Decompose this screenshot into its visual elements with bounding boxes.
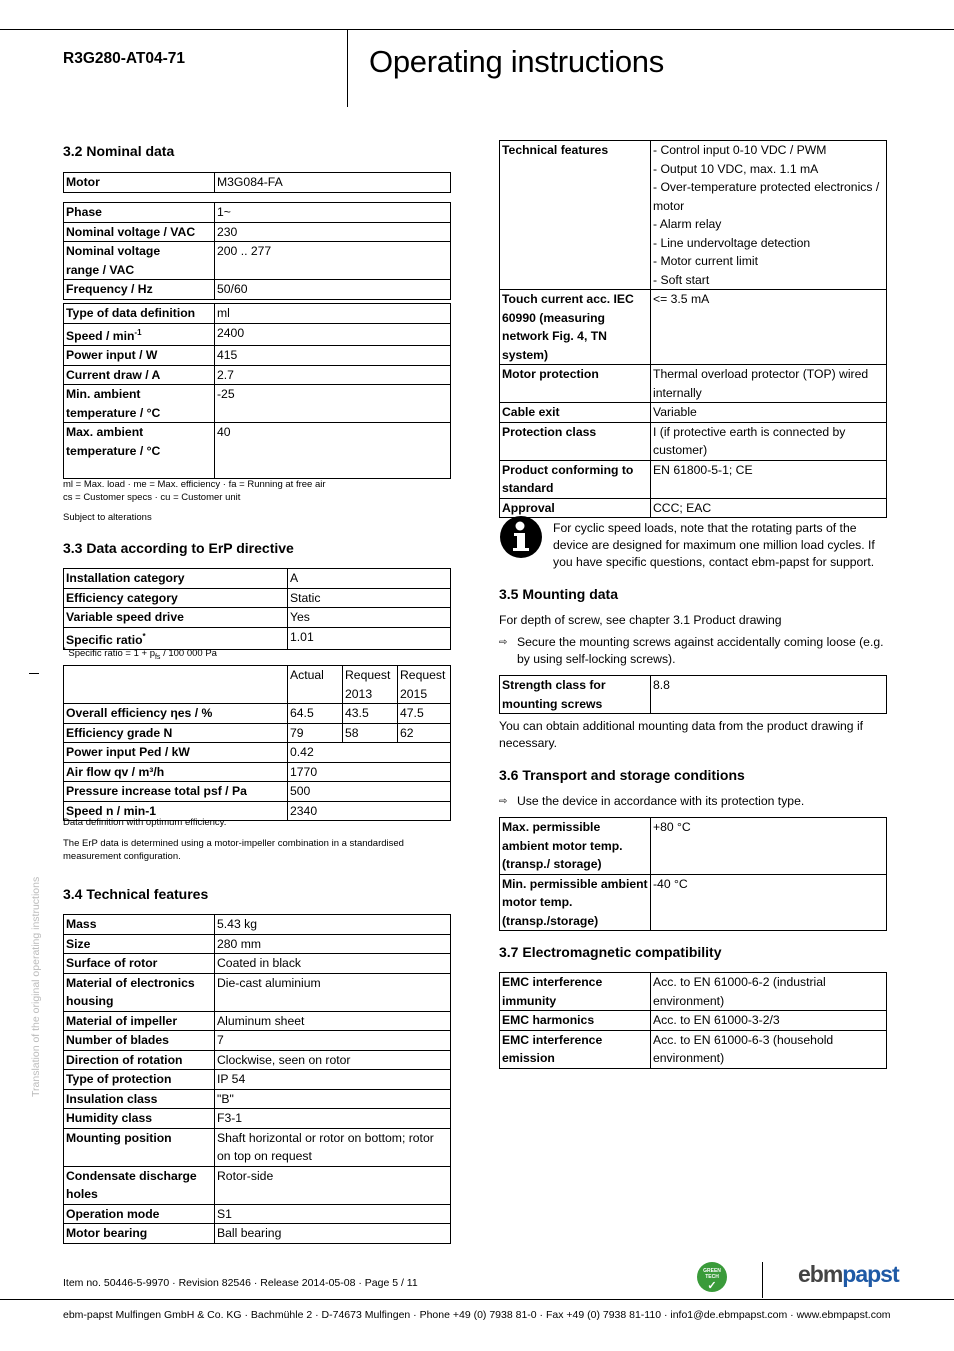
row-label-text: Speed / min — [66, 328, 135, 343]
bullet-text: Use the device in accordance with its protection type. — [517, 794, 805, 808]
item-info: Item no. 50446-5-9970 · Revision 82546 · Release 2014-05-08 · Page 5 / 11 — [63, 1277, 418, 1289]
mounting-intro: For depth of screw, see chapter 3.1 Product drawing — [499, 613, 782, 627]
table-row — [64, 1204, 451, 1224]
row-label: Size — [64, 934, 215, 954]
erp-note-2: The ErP data is determined using a motor-impeller combination in a standardised measurement configuration. — [63, 838, 404, 862]
badge-text: GREEN TECH — [703, 1268, 721, 1280]
row-value: 1~ — [215, 203, 451, 223]
row-label: Efficiency category — [64, 588, 288, 608]
row-label: Power input / W — [64, 346, 215, 366]
cell: 500 — [288, 782, 451, 802]
row-value: Aluminum sheet — [215, 1011, 451, 1031]
row-label: Efficiency grade N — [64, 723, 288, 743]
row-label: Touch current acc. IEC 60990 (measuring network Fig. 4, TN system) — [500, 290, 651, 365]
table-row — [64, 323, 451, 346]
row-label: Operation mode — [64, 1204, 215, 1224]
row-value: Acc. to EN 61000-3-2/3 — [651, 1011, 887, 1031]
table-row — [64, 385, 451, 423]
table-row — [64, 346, 451, 366]
row-label: Current draw / A — [64, 365, 215, 385]
table-row — [500, 290, 887, 365]
row-value: "B" — [215, 1089, 451, 1109]
footer-divider — [762, 1262, 763, 1298]
row-label: Nominal voltage range / VAC — [64, 242, 215, 280]
row-label: Frequency / Hz — [64, 280, 215, 300]
row-value: A — [288, 569, 451, 589]
table-row — [64, 915, 451, 935]
row-label: Mass — [64, 915, 215, 935]
table-row — [500, 818, 887, 875]
column-header: Request 2015 — [398, 666, 451, 704]
row-value: CCC; EAC — [651, 498, 887, 518]
row-label: Product conforming to standard — [500, 460, 651, 498]
row-value: Die-cast aluminium — [215, 973, 451, 1011]
mounting-outro: You can obtain additional mounting data from the product drawing if necessary. — [499, 719, 864, 750]
table-row — [64, 1011, 451, 1031]
row-label: Speed n / min-1 — [64, 801, 288, 821]
footer-rule — [0, 1299, 954, 1300]
row-label: Material of impeller — [64, 1011, 215, 1031]
cell: 62 — [398, 723, 451, 743]
row-label: Pressure increase total psf / Pa — [64, 782, 288, 802]
bullet-text: Secure the mounting screws against accidentally coming loose (e.g. by using self-locking screws). — [517, 635, 884, 666]
transport-table — [499, 817, 887, 931]
row-label-sup: -1 — [134, 327, 142, 337]
table-row — [500, 365, 887, 403]
table-row — [64, 743, 451, 763]
row-label: Air flow qv / m³/h — [64, 762, 288, 782]
row-label — [64, 323, 215, 346]
table-row — [64, 304, 451, 324]
cell: 2340 — [288, 801, 451, 821]
row-value: 50/60 — [215, 280, 451, 300]
row-label: Overall efficiency ηes / % — [64, 704, 288, 724]
subject-note: Subject to alterations — [63, 512, 152, 523]
cell: 0.42 — [288, 743, 451, 763]
table-row — [64, 1166, 451, 1204]
row-label: Material of electronics housing — [64, 973, 215, 1011]
row-value: Thermal overload protector (TOP) wired internally — [651, 365, 887, 403]
row-value: Static — [288, 588, 451, 608]
table-row — [64, 1128, 451, 1166]
table-row — [64, 723, 451, 743]
table-row — [500, 403, 887, 423]
table-row — [500, 676, 887, 714]
row-value: EN 61800-5-1; CE — [651, 460, 887, 498]
table-row — [500, 422, 887, 460]
row-label: Power input Ped / kW — [64, 743, 288, 763]
side-note: Translation of the original operating instructions — [30, 876, 42, 1097]
cell: 64.5 — [288, 704, 343, 724]
row-label: Surface of rotor — [64, 954, 215, 974]
feature-item: - Motor current limit — [653, 254, 758, 268]
section-heading-3-6: 3.6 Transport and storage conditions — [499, 767, 745, 783]
row-value: 200 .. 277 — [215, 242, 451, 280]
legend-line-2: cs = Customer specs · cu = Customer unit — [63, 492, 241, 503]
row-value: 415 — [215, 346, 451, 366]
feature-item: - Control input 0-10 VDC / PWM — [653, 143, 827, 157]
row-label: EMC interference emission — [500, 1030, 651, 1068]
section-heading-3-5: 3.5 Mounting data — [499, 586, 618, 602]
erp-note-1: Data definition with optimum efficiency. — [63, 817, 227, 828]
column-header: Actual — [288, 666, 343, 704]
row-label: Technical features — [500, 141, 651, 290]
table-row — [64, 973, 451, 1011]
feature-item: - Output 10 VDC, max. 1.1 mA — [653, 161, 819, 176]
row-label: EMC interference immunity — [500, 973, 651, 1011]
row-label: Number of blades — [64, 1031, 215, 1051]
table-row — [64, 588, 451, 608]
row-label: Direction of rotation — [64, 1050, 215, 1070]
features-list — [651, 141, 887, 290]
row-value: 1.01 — [288, 627, 451, 650]
row-label: Motor protection — [500, 365, 651, 403]
ratio-note-sub: fs — [154, 654, 161, 662]
row-value: S1 — [215, 1204, 451, 1224]
table-row — [500, 874, 887, 931]
info-icon — [499, 515, 543, 559]
footnote-star: * — [63, 647, 66, 654]
cell: 1770 — [288, 762, 451, 782]
table-row — [64, 280, 451, 300]
table-row — [64, 762, 451, 782]
section-heading-3-7: 3.7 Electromagnetic compatibility — [499, 944, 722, 960]
legend-line-1: ml = Max. load · me = Max. efficiency · fa = Running at free air — [63, 479, 326, 490]
ratio-note-end: / 100 000 Pa — [160, 648, 217, 660]
erp-efficiency-table — [63, 665, 451, 821]
erp-category-table — [63, 568, 451, 650]
row-value: -40 °C — [651, 874, 887, 931]
table-row — [64, 704, 451, 724]
row-value: 40 — [215, 423, 451, 479]
ratio-note — [63, 645, 217, 665]
footnote-star: * — [142, 631, 146, 641]
cell: 47.5 — [398, 704, 451, 724]
table-row — [64, 782, 451, 802]
cell: 58 — [343, 723, 398, 743]
row-value: 230 — [215, 222, 451, 242]
row-value: Acc. to EN 61000-6-3 (household environment) — [651, 1030, 887, 1068]
row-label: Protection class — [500, 422, 651, 460]
table-row — [64, 1070, 451, 1090]
table-row — [64, 934, 451, 954]
section-heading-3-3: 3.3 Data according to ErP directive — [63, 540, 294, 556]
row-label: Phase — [64, 203, 215, 223]
row-value: Shaft horizontal or rotor on bottom; rotor on top on request — [215, 1128, 451, 1166]
row-label: Cable exit — [500, 403, 651, 423]
row-value: Coated in black — [215, 954, 451, 974]
mounting-table — [499, 675, 887, 714]
logo-ebm: ebm — [798, 1261, 843, 1287]
row-value: Variable — [651, 403, 887, 423]
table-row — [500, 498, 887, 518]
row-label: Variable speed drive — [64, 608, 288, 628]
row-value: Clockwise, seen on rotor — [215, 1050, 451, 1070]
table-row — [64, 569, 451, 589]
empty-header — [64, 666, 288, 704]
row-label: Mounting position — [64, 1128, 215, 1166]
cell: 79 — [288, 723, 343, 743]
info-note: For cyclic speed loads, note that the rotating parts of the device are designed for maximum one million load cycles. If you have specific questions, contact ebm-papst for support. — [553, 521, 875, 569]
row-value: I (if protective earth is connected by customer) — [651, 422, 887, 460]
ebmpapst-logo — [798, 1261, 899, 1288]
operating-table — [63, 303, 451, 479]
table-row — [64, 1089, 451, 1109]
electrical-table — [63, 202, 451, 300]
feature-item: - Alarm relay — [653, 217, 722, 231]
row-value: Yes — [288, 608, 451, 628]
mounting-bullet — [499, 634, 887, 668]
row-label: Strength class for mounting screws — [500, 676, 651, 714]
table-row — [500, 460, 887, 498]
logo-papst: papst — [842, 1261, 899, 1287]
page-title: Operating instructions — [369, 44, 664, 79]
row-label: Type of data definition — [64, 304, 215, 324]
table-row — [64, 954, 451, 974]
row-label: Motor — [64, 173, 215, 193]
features-continued-table — [499, 140, 887, 518]
table-row — [64, 242, 451, 280]
table-row — [64, 423, 451, 479]
table-row — [64, 1050, 451, 1070]
table-row — [500, 1011, 887, 1031]
table-header-row — [64, 666, 451, 704]
row-label: Installation category — [64, 569, 288, 589]
header-top-rule — [0, 29, 954, 30]
row-label: Type of protection — [64, 1070, 215, 1090]
row-label: Motor bearing — [64, 1224, 215, 1244]
header-divider — [347, 30, 348, 107]
row-value: Acc. to EN 61000-6-2 (industrial environment) — [651, 973, 887, 1011]
ratio-note-text: Specific ratio = 1 + p — [68, 648, 155, 660]
cell: 43.5 — [343, 704, 398, 724]
row-label: Min. permissible ambient motor temp. (transp./storage) — [500, 874, 651, 931]
company-info: ebm-papst Mulfingen GmbH & Co. KG · Bachmühle 2 · D-74673 Mulfingen · Phone +49 (0) 7938 81-0 · Fax +49 (0) 7938 81-110 · info1@de.ebmpapst.com · www.ebmpapst.com — [63, 1309, 891, 1321]
row-value: 8.8 — [651, 676, 887, 714]
row-value: F3-1 — [215, 1109, 451, 1129]
row-label: EMC harmonics — [500, 1011, 651, 1031]
table-row — [64, 1031, 451, 1051]
row-value: 280 mm — [215, 934, 451, 954]
feature-item: - Over-temperature protected electronics / motor — [653, 180, 880, 213]
table-row — [500, 141, 887, 290]
table-row — [64, 173, 451, 193]
row-label-text: Specific ratio — [66, 632, 143, 647]
row-value: <= 3.5 mA — [651, 290, 887, 365]
product-code: R3G280-AT04-71 — [63, 50, 186, 67]
row-label: Max. ambient temperature / °C — [64, 423, 215, 479]
row-value: ml — [215, 304, 451, 324]
table-row — [64, 1109, 451, 1129]
row-label: Max. permissible ambient motor temp. (transp./ storage) — [500, 818, 651, 875]
row-value: 2400 — [215, 323, 451, 346]
row-label: Nominal voltage / VAC — [64, 222, 215, 242]
table-row — [500, 973, 887, 1011]
table-row — [64, 203, 451, 223]
section-heading-3-2: 3.2 Nominal data — [63, 143, 175, 159]
row-value: Ball bearing — [215, 1224, 451, 1244]
row-value: IP 54 — [215, 1070, 451, 1090]
row-label: Insulation class — [64, 1089, 215, 1109]
row-value: Rotor-side — [215, 1166, 451, 1204]
table-row — [64, 608, 451, 628]
transport-bullet — [499, 793, 887, 810]
motor-table — [63, 172, 451, 193]
row-value: +80 °C — [651, 818, 887, 875]
emc-table — [499, 972, 887, 1069]
row-value: -25 — [215, 385, 451, 423]
column-header: Request 2013 — [343, 666, 398, 704]
feature-item: - Soft start — [653, 272, 710, 287]
section-heading-3-4: 3.4 Technical features — [63, 886, 209, 902]
row-value: 7 — [215, 1031, 451, 1051]
row-label: Condensate discharge holes — [64, 1166, 215, 1204]
row-label: Humidity class — [64, 1109, 215, 1129]
row-label: Min. ambient temperature / °C — [64, 385, 215, 423]
technical-features-table — [63, 914, 451, 1244]
table-row — [64, 1224, 451, 1244]
green-tech-badge — [697, 1262, 727, 1292]
arrow-icon: ⇨ — [499, 637, 508, 648]
feature-item: - Line undervoltage detection — [653, 235, 811, 250]
margin-mark — [29, 673, 39, 674]
row-value: M3G084-FA — [215, 173, 451, 193]
check-icon: ✓ — [707, 1280, 717, 1292]
row-label: Approval — [500, 498, 651, 518]
table-row — [500, 1030, 887, 1068]
row-value: 2.7 — [215, 365, 451, 385]
row-value: 5.43 kg — [215, 915, 451, 935]
table-row — [64, 222, 451, 242]
table-row — [64, 365, 451, 385]
arrow-icon: ⇨ — [499, 796, 508, 807]
